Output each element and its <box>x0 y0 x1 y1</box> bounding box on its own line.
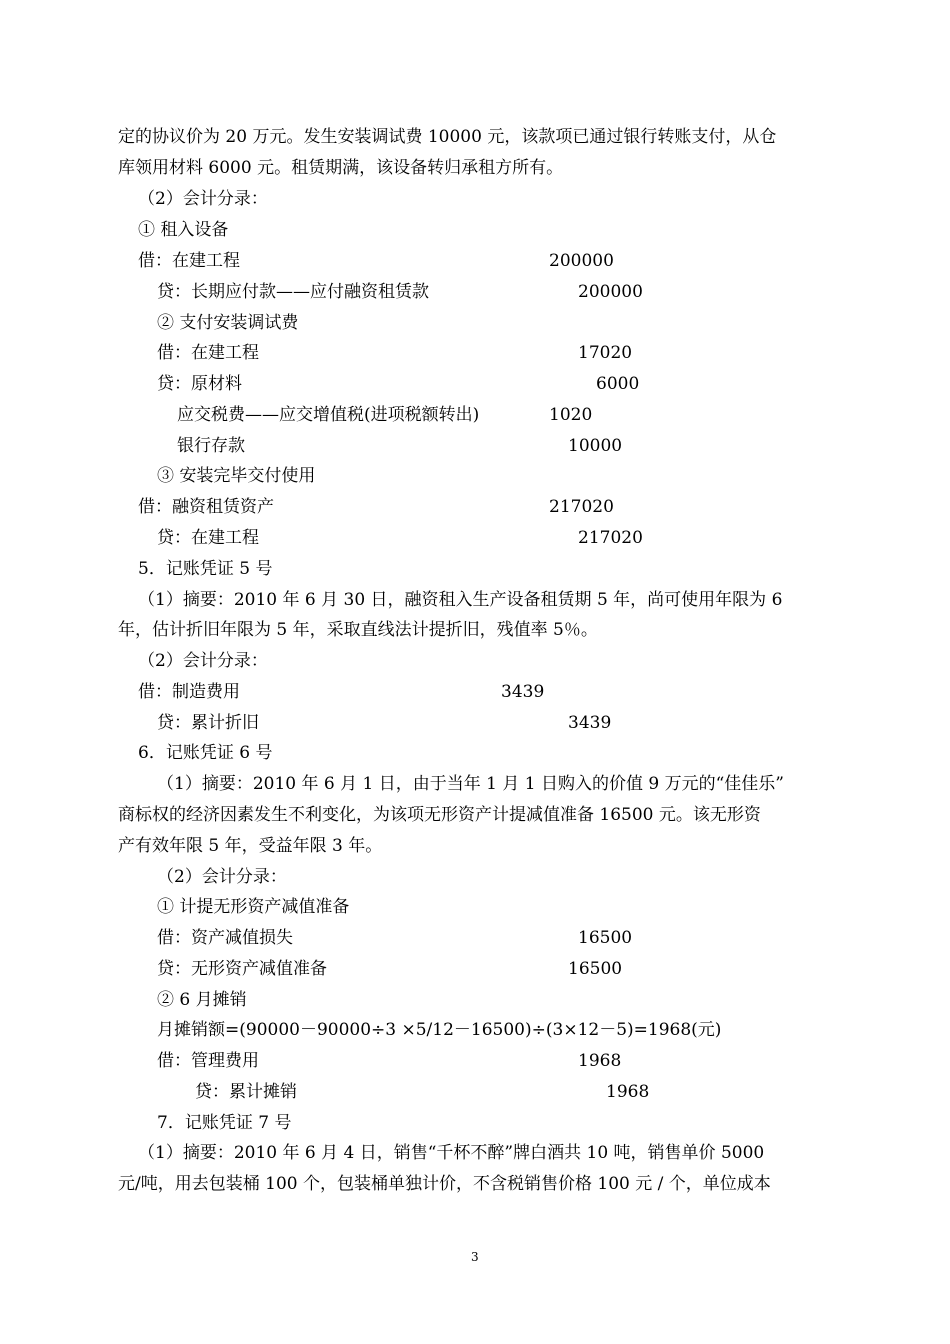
debit-amount: 1968 <box>578 1051 622 1071</box>
debit-amount: 3439 <box>501 682 545 702</box>
summary-line: （1）摘要：2010 年 6 月 1 日，由于当年 1 月 1 日购入的价值 9 万元的“佳佳乐” <box>157 774 784 794</box>
formula-line: 月摊销额=(90000－90000÷3 ×5/12－16500)÷(3×12－5)=1968(元) <box>157 1020 722 1040</box>
credit-amount: 10000 <box>568 436 623 456</box>
summary-line: 商标权的经济因素发生不利变化，为该项无形资产计提减值准备 16500 元。该无形资 <box>118 805 761 825</box>
voucher-title: 7．记账凭证 7 号 <box>157 1113 292 1133</box>
step-label: ③ 安装完毕交付使用 <box>157 466 316 486</box>
credit-amount: 1020 <box>549 405 593 425</box>
debit-account: 借：在建工程 <box>138 251 240 271</box>
debit-amount: 16500 <box>578 928 633 948</box>
credit-account: 贷：原材料 <box>157 374 242 394</box>
paragraph-line: 库领用材料 6000 元。租赁期满，该设备转归承租方所有。 <box>118 158 564 178</box>
voucher-title: 5．记账凭证 5 号 <box>138 559 273 579</box>
debit-amount: 17020 <box>578 343 633 363</box>
credit-account: 贷：无形资产减值准备 <box>157 959 327 979</box>
entry-heading: （2）会计分录： <box>157 867 287 887</box>
credit-amount: 200000 <box>578 282 643 302</box>
credit-account: 贷：累计摊销 <box>195 1082 297 1102</box>
summary-line: （1）摘要：2010 年 6 月 4 日，销售“千杯不醉”牌白酒共 10 吨，销售单价 5000 <box>138 1143 765 1163</box>
credit-account: 银行存款 <box>177 436 245 456</box>
credit-account: 贷：累计折旧 <box>157 713 259 733</box>
credit-amount: 217020 <box>578 528 643 548</box>
voucher-title: 6．记账凭证 6 号 <box>138 743 273 763</box>
debit-account: 借：制造费用 <box>138 682 240 702</box>
credit-account: 应交税费——应交增值税(进项税额转出) <box>177 405 480 425</box>
credit-account: 贷：在建工程 <box>157 528 259 548</box>
credit-account: 贷：长期应付款——应付融资租赁款 <box>157 282 429 302</box>
credit-amount: 6000 <box>596 374 640 394</box>
credit-amount: 3439 <box>568 713 612 733</box>
summary-line: 年，估计折旧年限为 5 年，采取直线法计提折旧，残值率 5％。 <box>118 620 598 640</box>
entry-heading: （2）会计分录： <box>138 189 268 209</box>
paragraph-line: 定的协议价为 20 万元。发生安装调试费 10000 元，该款项已通过银行转账支付，从仓 <box>118 127 777 147</box>
debit-amount: 217020 <box>549 497 614 517</box>
entry-heading: （2）会计分录： <box>138 651 268 671</box>
step-label: ① 计提无形资产减值准备 <box>157 897 350 917</box>
credit-amount: 16500 <box>568 959 623 979</box>
debit-account: 借：融资租赁资产 <box>138 497 274 517</box>
summary-line: （1）摘要：2010 年 6 月 30 日，融资租入生产设备租赁期 5 年，尚可使用年限为 6 <box>138 590 783 610</box>
debit-account: 借：资产减值损失 <box>157 928 293 948</box>
credit-amount: 1968 <box>606 1082 650 1102</box>
summary-line: 产有效年限 5 年，受益年限 3 年。 <box>118 836 383 856</box>
summary-line: 元/吨，用去包装桶 100 个，包装桶单独计价，不含税销售价格 100 元 / 个，单位成本 <box>118 1174 771 1194</box>
page-number: 3 <box>471 1250 479 1264</box>
debit-amount: 200000 <box>549 251 614 271</box>
debit-account: 借：管理费用 <box>157 1051 259 1071</box>
step-label: ① 租入设备 <box>138 220 229 240</box>
step-label: ② 6 月摊销 <box>157 990 247 1010</box>
debit-account: 借：在建工程 <box>157 343 259 363</box>
step-label: ② 支付安装调试费 <box>157 313 299 333</box>
